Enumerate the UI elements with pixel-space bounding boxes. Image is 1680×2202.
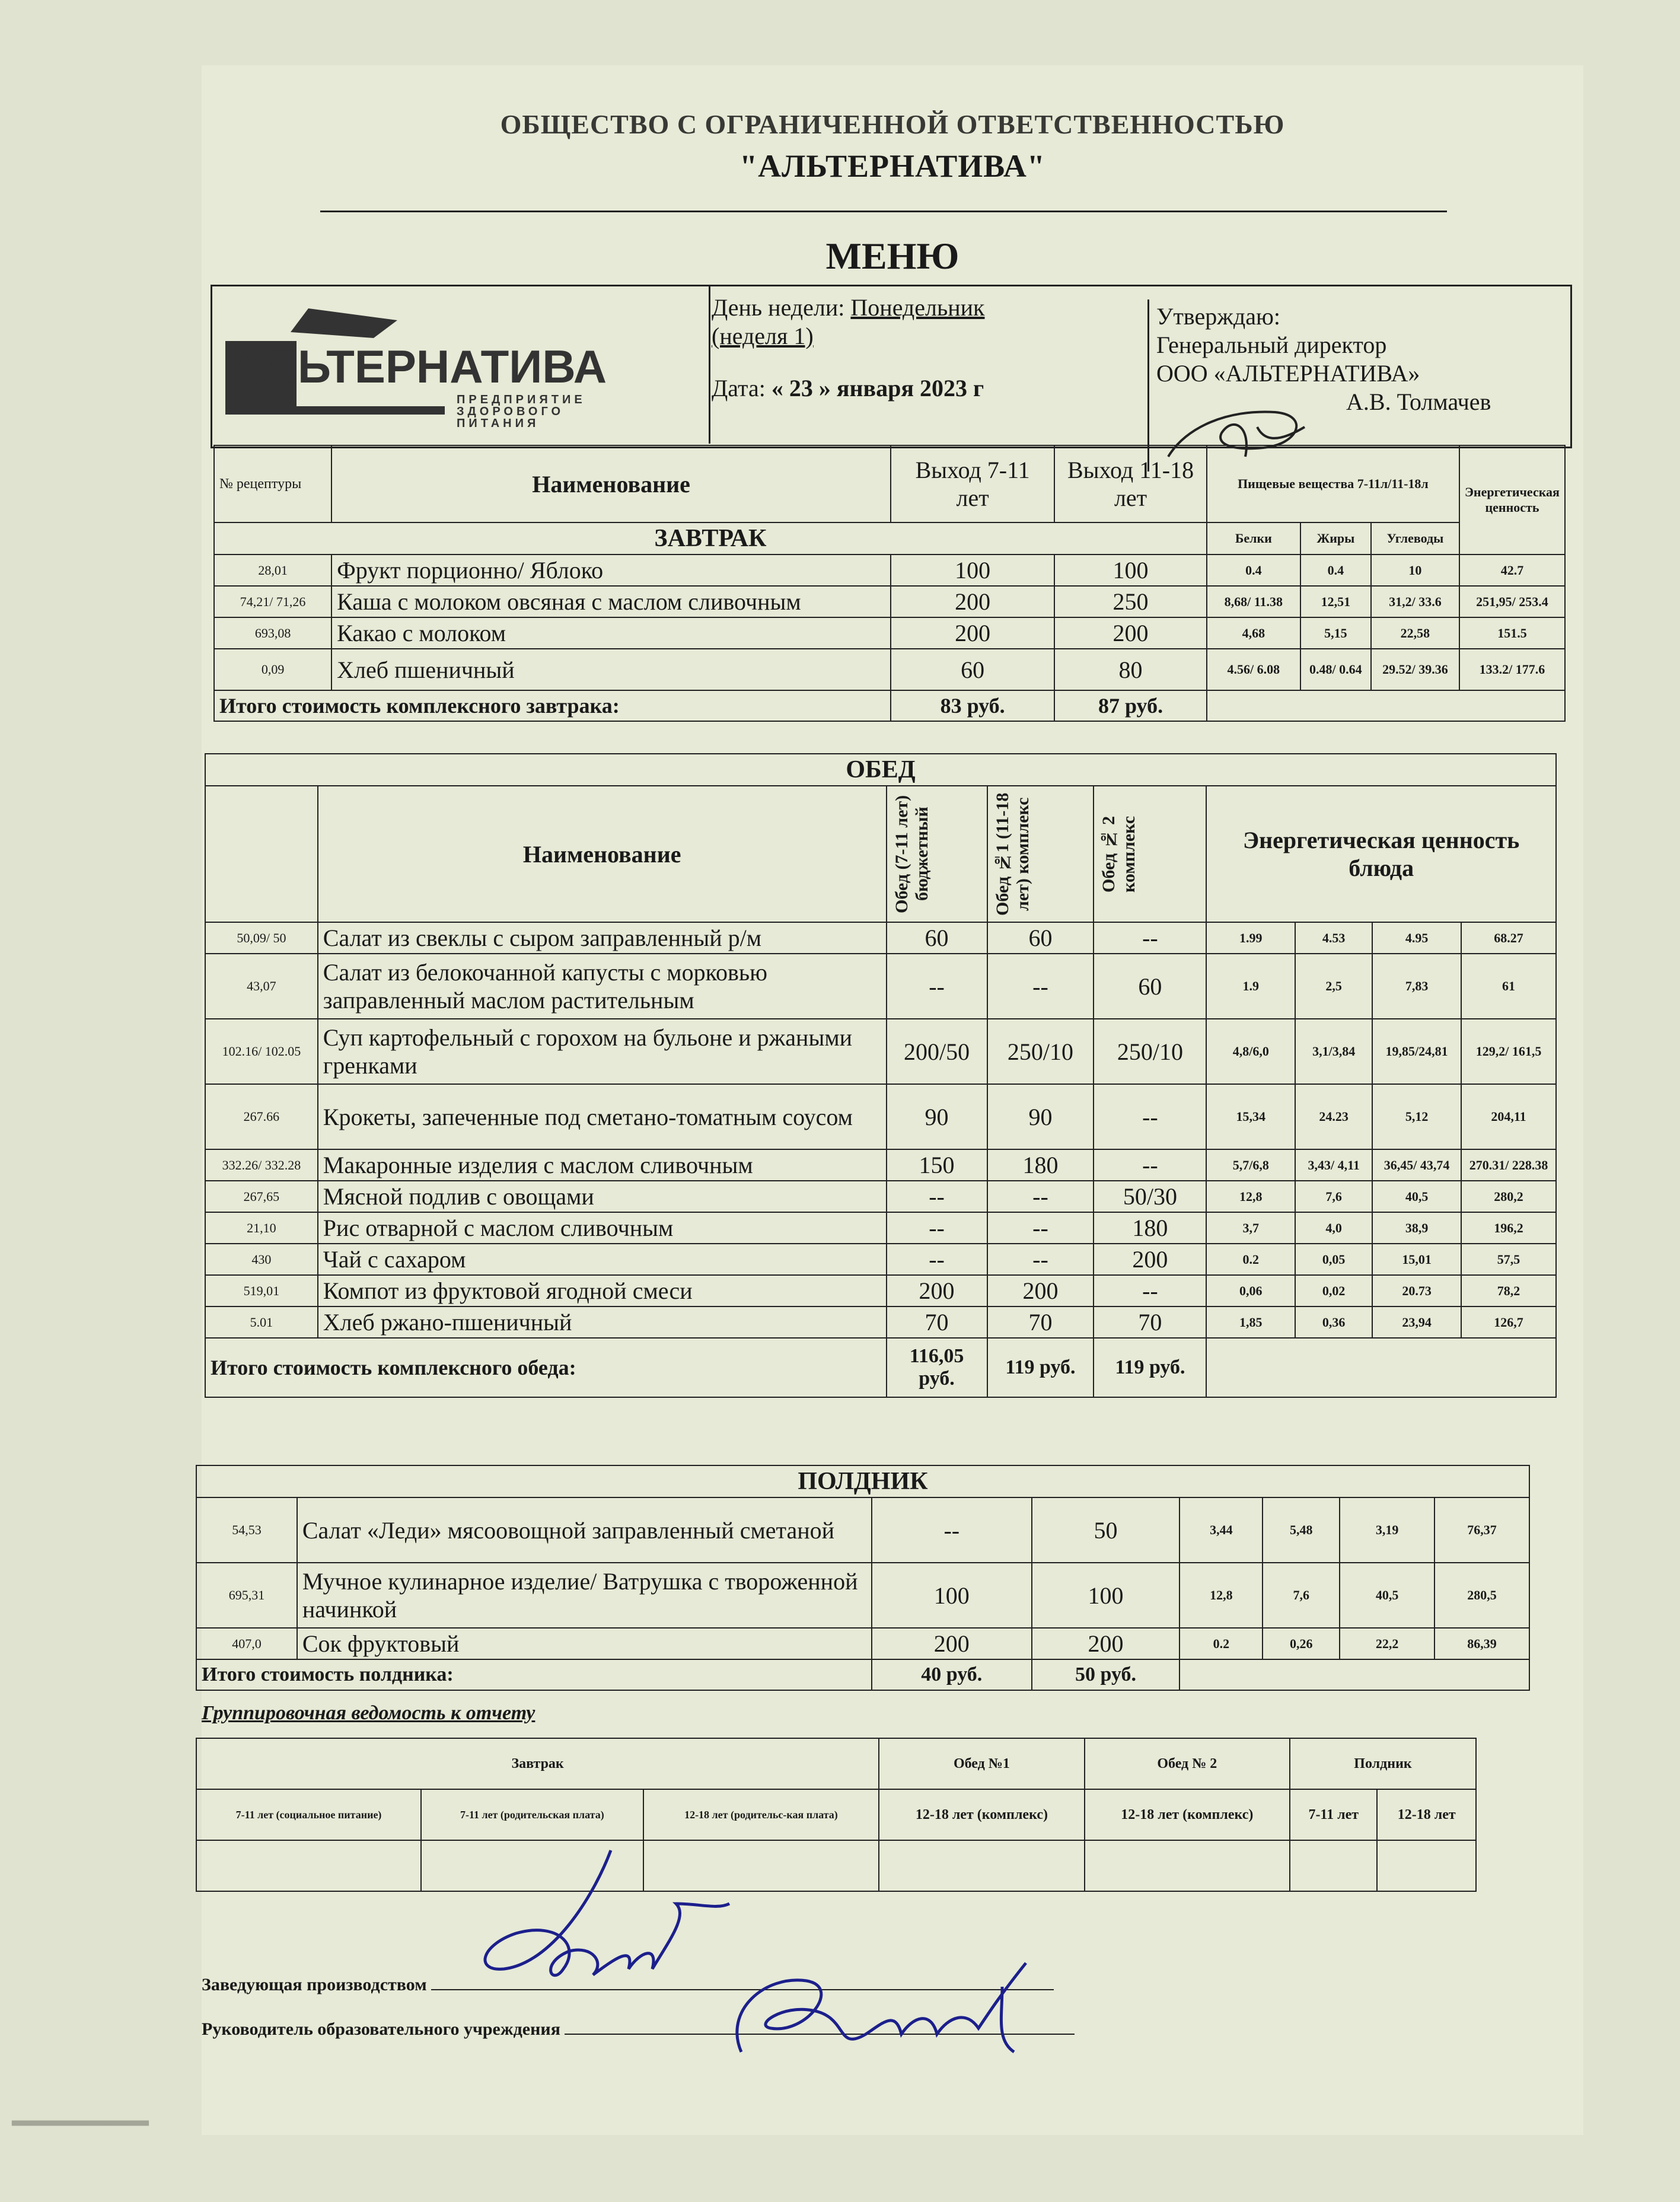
protein: 1,85 bbox=[1206, 1306, 1295, 1338]
portion-a: -- bbox=[887, 1244, 987, 1275]
section-snack: ПОЛДНИК bbox=[196, 1465, 1529, 1497]
group-breakfast: Завтрак bbox=[196, 1738, 879, 1789]
dish-name: Чай с сахаром bbox=[318, 1244, 887, 1275]
portion-a: 60 bbox=[887, 922, 987, 954]
fat: 7,6 bbox=[1263, 1563, 1340, 1628]
col-lunch-budget: Обед (7-11 лет) бюджетный bbox=[891, 795, 932, 913]
table-row bbox=[205, 954, 1556, 1019]
portion-c: -- bbox=[1094, 922, 1206, 954]
fat: 0,26 bbox=[1263, 1628, 1340, 1659]
table-row bbox=[214, 617, 1565, 649]
portion-b: -- bbox=[987, 954, 1094, 1019]
date-value: « 23 » января 2023 г bbox=[771, 375, 984, 401]
dish-name: Рис отварной с маслом сливочным bbox=[318, 1212, 887, 1244]
portion-b: -- bbox=[987, 1181, 1094, 1212]
total-label: Итого стоимость комплексного завтрака: bbox=[214, 690, 891, 721]
carbs: 40,5 bbox=[1340, 1563, 1434, 1628]
empty-cell[interactable] bbox=[1085, 1840, 1290, 1891]
table-row bbox=[205, 1019, 1556, 1084]
energy: 42.7 bbox=[1459, 555, 1565, 586]
dish-name: Макаронные изделия с маслом сливочным bbox=[318, 1149, 887, 1181]
organization-type: ОБЩЕСТВО С ОГРАНИЧЕННОЙ ОТВЕТСТВЕННОСТЬЮ bbox=[500, 109, 1285, 139]
carbs: 23,94 bbox=[1372, 1306, 1461, 1338]
group-lunch-2: Обед № 2 bbox=[1085, 1738, 1290, 1789]
portion-a: 90 bbox=[887, 1084, 987, 1149]
carbs: 15,01 bbox=[1372, 1244, 1461, 1275]
portion-b: 180 bbox=[987, 1149, 1094, 1181]
protein: 12,8 bbox=[1179, 1563, 1263, 1628]
energy: 126,7 bbox=[1461, 1306, 1556, 1338]
portion-c: -- bbox=[1094, 1275, 1206, 1306]
portion-a: 200 bbox=[891, 617, 1054, 649]
portion-b: -- bbox=[987, 1244, 1094, 1275]
energy: 57,5 bbox=[1461, 1244, 1556, 1275]
protein: 4.56/ 6.08 bbox=[1207, 649, 1300, 690]
portion-a: 200/50 bbox=[887, 1019, 987, 1084]
portion-a: 100 bbox=[872, 1563, 1032, 1628]
carbs: 29.52/ 39.36 bbox=[1371, 649, 1459, 690]
group-lunch-1: Обед №1 bbox=[879, 1738, 1084, 1789]
table-row bbox=[205, 1275, 1556, 1306]
empty-cell[interactable] bbox=[196, 1840, 421, 1891]
total-label: Итого стоимость комплексного обеда: bbox=[205, 1338, 887, 1397]
portion-c: -- bbox=[1094, 1084, 1206, 1149]
energy: 76,37 bbox=[1434, 1497, 1529, 1563]
lunch-table bbox=[205, 753, 1557, 1398]
group-sub: 7-11 лет (родительская плата) bbox=[421, 1789, 643, 1840]
breakfast-table bbox=[213, 445, 1566, 722]
energy: 280,5 bbox=[1434, 1563, 1529, 1628]
total-label: Итого стоимость полдника: bbox=[196, 1659, 872, 1690]
recipe-no: 5.01 bbox=[205, 1306, 318, 1338]
total-b: 87 руб. bbox=[1054, 690, 1207, 721]
divider bbox=[709, 286, 710, 444]
energy: 251,95/ 253.4 bbox=[1459, 586, 1565, 617]
portion-b: 200 bbox=[987, 1275, 1094, 1306]
logo-text: АЛЬТЕРНАТИВА bbox=[231, 340, 607, 393]
carbs: 7,83 bbox=[1372, 954, 1461, 1019]
total-a: 116,05 руб. bbox=[887, 1338, 987, 1397]
empty-cell[interactable] bbox=[1290, 1840, 1377, 1891]
fat: 12,51 bbox=[1300, 586, 1371, 617]
recipe-no: 50,09/ 50 bbox=[205, 922, 318, 954]
protein: 8,68/ 11.38 bbox=[1207, 586, 1300, 617]
table-row bbox=[205, 1084, 1556, 1149]
portion-a: 200 bbox=[872, 1628, 1032, 1659]
carbs: 22,58 bbox=[1371, 617, 1459, 649]
recipe-no: 695,31 bbox=[196, 1563, 297, 1628]
col-lunch-1: Обед №1 (11-18 лет) комплекс bbox=[992, 792, 1032, 916]
portion-a: 200 bbox=[891, 586, 1054, 617]
portion-b: 100 bbox=[1032, 1563, 1180, 1628]
energy: 133.2/ 177.6 bbox=[1459, 649, 1565, 690]
portion-b: 100 bbox=[1054, 555, 1207, 586]
protein: 4,68 bbox=[1207, 617, 1300, 649]
snack-table bbox=[196, 1465, 1530, 1691]
fat: 4,0 bbox=[1295, 1212, 1372, 1244]
recipe-no: 267,65 bbox=[205, 1181, 318, 1212]
table-row bbox=[196, 1628, 1529, 1659]
portion-c: 60 bbox=[1094, 954, 1206, 1019]
col-energy: Энергетическая ценность bbox=[1459, 445, 1565, 555]
table-row bbox=[214, 649, 1565, 690]
table-row bbox=[205, 922, 1556, 954]
energy: 68.27 bbox=[1461, 922, 1556, 954]
fat: 24.23 bbox=[1295, 1084, 1372, 1149]
portion-c: 180 bbox=[1094, 1212, 1206, 1244]
bleed-text: ▂▂▂▂▂▂▂▂▂▂ bbox=[12, 2106, 149, 2125]
organization-name bbox=[213, 104, 1571, 187]
recipe-no: 21,10 bbox=[205, 1212, 318, 1244]
recipe-no: 407,0 bbox=[196, 1628, 297, 1659]
grouping-table bbox=[196, 1738, 1477, 1892]
col-nutrients: Пищевые вещества 7-11л/11-18л bbox=[1207, 445, 1459, 522]
approve-position: Генеральный директор bbox=[1156, 332, 1387, 358]
dish-name: Компот из фруктовой ягодной смеси bbox=[318, 1275, 887, 1306]
dish-name: Крокеты, запеченные под сметано-томатным соусом bbox=[318, 1084, 887, 1149]
portion-b: 50 bbox=[1032, 1497, 1180, 1563]
portion-a: 200 bbox=[887, 1275, 987, 1306]
portion-c: -- bbox=[1094, 1149, 1206, 1181]
dish-name: Салат из свеклы с сыром заправленный р/м bbox=[318, 922, 887, 954]
energy: 129,2/ 161,5 bbox=[1461, 1019, 1556, 1084]
portion-a: -- bbox=[887, 1181, 987, 1212]
section-lunch: ОБЕД bbox=[205, 754, 1556, 786]
dish-name: Мясной подлив с овощами bbox=[318, 1181, 887, 1212]
portion-b: 250 bbox=[1054, 586, 1207, 617]
dish-name: Какао с молоком bbox=[331, 617, 891, 649]
company-logo bbox=[219, 297, 676, 433]
portion-c: 200 bbox=[1094, 1244, 1206, 1275]
portion-b: 200 bbox=[1032, 1628, 1180, 1659]
recipe-no: 267.66 bbox=[205, 1084, 318, 1149]
production-head-label: Заведующая производством bbox=[202, 1975, 427, 1994]
total-a: 40 руб. bbox=[872, 1659, 1032, 1690]
table-row bbox=[205, 1149, 1556, 1181]
portion-b: -- bbox=[987, 1212, 1094, 1244]
table-row bbox=[205, 1306, 1556, 1338]
recipe-no: 332.26/ 332.28 bbox=[205, 1149, 318, 1181]
protein: 12,8 bbox=[1206, 1181, 1295, 1212]
approve-name: А.В. Толмачев bbox=[1346, 388, 1491, 415]
school-head-label: Руководитель образовательного учреждения bbox=[202, 2019, 560, 2039]
svg-text:ЗДОРОВОГО: ЗДОРОВОГО bbox=[457, 405, 565, 418]
portion-b: 250/10 bbox=[987, 1019, 1094, 1084]
grouping-title: Группировочная ведомость к отчету bbox=[202, 1702, 535, 1724]
energy: 270.31/ 228.38 bbox=[1461, 1149, 1556, 1181]
fat: 0,02 bbox=[1295, 1275, 1372, 1306]
dish-name: Хлеб пшеничный bbox=[331, 649, 891, 690]
energy: 204,11 bbox=[1461, 1084, 1556, 1149]
portion-a: 100 bbox=[891, 555, 1054, 586]
protein: 5,7/6,8 bbox=[1206, 1149, 1295, 1181]
carbs: 10 bbox=[1371, 555, 1459, 586]
energy: 86,39 bbox=[1434, 1628, 1529, 1659]
recipe-no: 519,01 bbox=[205, 1275, 318, 1306]
portion-a: 60 bbox=[891, 649, 1054, 690]
energy: 280,2 bbox=[1461, 1181, 1556, 1212]
col-protein: Белки bbox=[1207, 522, 1300, 555]
dish-name: Салат из белокочанной капусты с морковью заправленный маслом растительным bbox=[318, 954, 887, 1019]
portion-c: 50/30 bbox=[1094, 1181, 1206, 1212]
table-row bbox=[205, 1181, 1556, 1212]
protein: 0.2 bbox=[1179, 1628, 1263, 1659]
energy: 196,2 bbox=[1461, 1212, 1556, 1244]
portion-b: 80 bbox=[1054, 649, 1207, 690]
dish-name: Фрукт порционно/ Яблоко bbox=[331, 555, 891, 586]
total-row bbox=[196, 1659, 1529, 1690]
dish-name: Суп картофельный с горохом на бульоне и ржаными гренками bbox=[318, 1019, 887, 1084]
protein: 3,44 bbox=[1179, 1497, 1263, 1563]
fat: 5,48 bbox=[1263, 1497, 1340, 1563]
approve-label: Утверждаю: bbox=[1156, 303, 1280, 330]
protein: 0.4 bbox=[1207, 555, 1300, 586]
carbs: 40,5 bbox=[1372, 1181, 1461, 1212]
portion-c: 70 bbox=[1094, 1306, 1206, 1338]
portion-a: -- bbox=[887, 954, 987, 1019]
energy: 78,2 bbox=[1461, 1275, 1556, 1306]
total-b: 119 руб. bbox=[987, 1338, 1094, 1397]
dish-name: Хлеб ржано-пшеничный bbox=[318, 1306, 887, 1338]
portion-b: 70 bbox=[987, 1306, 1094, 1338]
carbs: 4.95 bbox=[1372, 922, 1461, 954]
school-head-signature bbox=[718, 1939, 1050, 2070]
total-b: 50 руб. bbox=[1032, 1659, 1180, 1690]
col-energy: Энергетическая ценность блюда bbox=[1206, 786, 1556, 922]
col-carbs: Углеводы bbox=[1371, 522, 1459, 555]
recipe-no: 43,07 bbox=[205, 954, 318, 1019]
energy: 151.5 bbox=[1459, 617, 1565, 649]
carbs: 38,9 bbox=[1372, 1212, 1461, 1244]
recipe-no: 54,53 bbox=[196, 1497, 297, 1563]
carbs: 22,2 bbox=[1340, 1628, 1434, 1659]
total-row bbox=[205, 1338, 1556, 1397]
empty-cell[interactable] bbox=[879, 1840, 1084, 1891]
col-out-11-18: Выход 11-18 лет bbox=[1054, 445, 1207, 522]
dish-name: Салат «Леди» мясоовощной заправленный сметаной bbox=[297, 1497, 872, 1563]
organization-title: "АЛЬТЕРНАТИВА" bbox=[739, 148, 1045, 184]
fat: 3,1/3,84 bbox=[1295, 1019, 1372, 1084]
group-sub: 7-11 лет bbox=[1290, 1789, 1377, 1840]
col-name: Наименование bbox=[318, 786, 887, 922]
table-row bbox=[214, 586, 1565, 617]
empty-cell[interactable] bbox=[1377, 1840, 1476, 1891]
col-name: Наименование bbox=[331, 445, 891, 522]
col-fat: Жиры bbox=[1300, 522, 1371, 555]
protein: 0,06 bbox=[1206, 1275, 1295, 1306]
dish-name: Мучное кулинарное изделие/ Ватрушка с твороженной начинкой bbox=[297, 1563, 872, 1628]
protein: 3,7 bbox=[1206, 1212, 1295, 1244]
dish-name: Сок фруктовый bbox=[297, 1628, 872, 1659]
col-out-7-11: Выход 7-11 лет bbox=[891, 445, 1054, 522]
svg-text:ПРЕДПРИЯТИЕ: ПРЕДПРИЯТИЕ bbox=[457, 393, 586, 406]
fat: 0,05 bbox=[1295, 1244, 1372, 1275]
total-a: 83 руб. bbox=[891, 690, 1054, 721]
group-snack: Полдник bbox=[1290, 1738, 1476, 1789]
fat: 5,15 bbox=[1300, 617, 1371, 649]
carbs: 5,12 bbox=[1372, 1084, 1461, 1149]
svg-text:ПИТАНИЯ: ПИТАНИЯ bbox=[457, 417, 540, 430]
divider bbox=[320, 211, 1447, 212]
table-row bbox=[205, 1244, 1556, 1275]
fat: 0.4 bbox=[1300, 555, 1371, 586]
table-row bbox=[214, 555, 1565, 586]
col-lunch-2: Обед № 2 комплекс bbox=[1099, 815, 1139, 893]
carbs: 3,19 bbox=[1340, 1497, 1434, 1563]
day-label: День недели: bbox=[712, 294, 845, 321]
group-sub: 7-11 лет (социальное питание) bbox=[196, 1789, 421, 1840]
portion-b: 200 bbox=[1054, 617, 1207, 649]
fat: 0,36 bbox=[1295, 1306, 1372, 1338]
fat: 3,43/ 4,11 bbox=[1295, 1149, 1372, 1181]
production-head-signature bbox=[463, 1844, 735, 1999]
recipe-no: 74,21/ 71,26 bbox=[214, 586, 331, 617]
day-value: Понедельник bbox=[850, 294, 985, 321]
table-row bbox=[196, 1497, 1529, 1563]
table-row bbox=[196, 1563, 1529, 1628]
fat: 2,5 bbox=[1295, 954, 1372, 1019]
dish-name: Каша с молоком овсяная с маслом сливочным bbox=[331, 586, 891, 617]
portion-a: 70 bbox=[887, 1306, 987, 1338]
recipe-no: 28,01 bbox=[214, 555, 331, 586]
carbs: 31,2/ 33.6 bbox=[1371, 586, 1459, 617]
total-row bbox=[214, 690, 1565, 721]
fat: 4.53 bbox=[1295, 922, 1372, 954]
group-sub: 12-18 лет (комплекс) bbox=[1085, 1789, 1290, 1840]
portion-a: -- bbox=[887, 1212, 987, 1244]
portion-a: 150 bbox=[887, 1149, 987, 1181]
date-block bbox=[712, 294, 1139, 403]
recipe-no: 430 bbox=[205, 1244, 318, 1275]
section-breakfast: ЗАВТРАК bbox=[214, 522, 1207, 555]
recipe-no: 102.16/ 102.05 bbox=[205, 1019, 318, 1084]
week-value: (неделя 1) bbox=[712, 323, 814, 349]
protein: 15,34 bbox=[1206, 1084, 1295, 1149]
col-recipe-no: № рецептуры bbox=[214, 445, 331, 522]
carbs: 19,85/24,81 bbox=[1372, 1019, 1461, 1084]
protein: 1.99 bbox=[1206, 922, 1295, 954]
group-sub: 12-18 лет (комплекс) bbox=[879, 1789, 1084, 1840]
page-title: МЕНЮ bbox=[825, 235, 959, 277]
approve-org: ООО «АЛЬТЕРНАТИВА» bbox=[1156, 360, 1420, 387]
fat: 0.48/ 0.64 bbox=[1300, 649, 1371, 690]
table-row bbox=[205, 1212, 1556, 1244]
portion-b: 90 bbox=[987, 1084, 1094, 1149]
energy: 61 bbox=[1461, 954, 1556, 1019]
group-sub: 12-18 лет (родительс-кая плата) bbox=[643, 1789, 879, 1840]
date-label: Дата: bbox=[712, 375, 766, 401]
protein: 4,8/6,0 bbox=[1206, 1019, 1295, 1084]
recipe-no: 693,08 bbox=[214, 617, 331, 649]
carbs: 36,45/ 43,74 bbox=[1372, 1149, 1461, 1181]
portion-b: 60 bbox=[987, 922, 1094, 954]
fat: 7,6 bbox=[1295, 1181, 1372, 1212]
portion-a: -- bbox=[872, 1497, 1032, 1563]
portion-c: 250/10 bbox=[1094, 1019, 1206, 1084]
protein: 0.2 bbox=[1206, 1244, 1295, 1275]
group-sub: 12-18 лет bbox=[1377, 1789, 1476, 1840]
total-c: 119 руб. bbox=[1094, 1338, 1206, 1397]
protein: 1.9 bbox=[1206, 954, 1295, 1019]
carbs: 20.73 bbox=[1372, 1275, 1461, 1306]
recipe-no: 0,09 bbox=[214, 649, 331, 690]
